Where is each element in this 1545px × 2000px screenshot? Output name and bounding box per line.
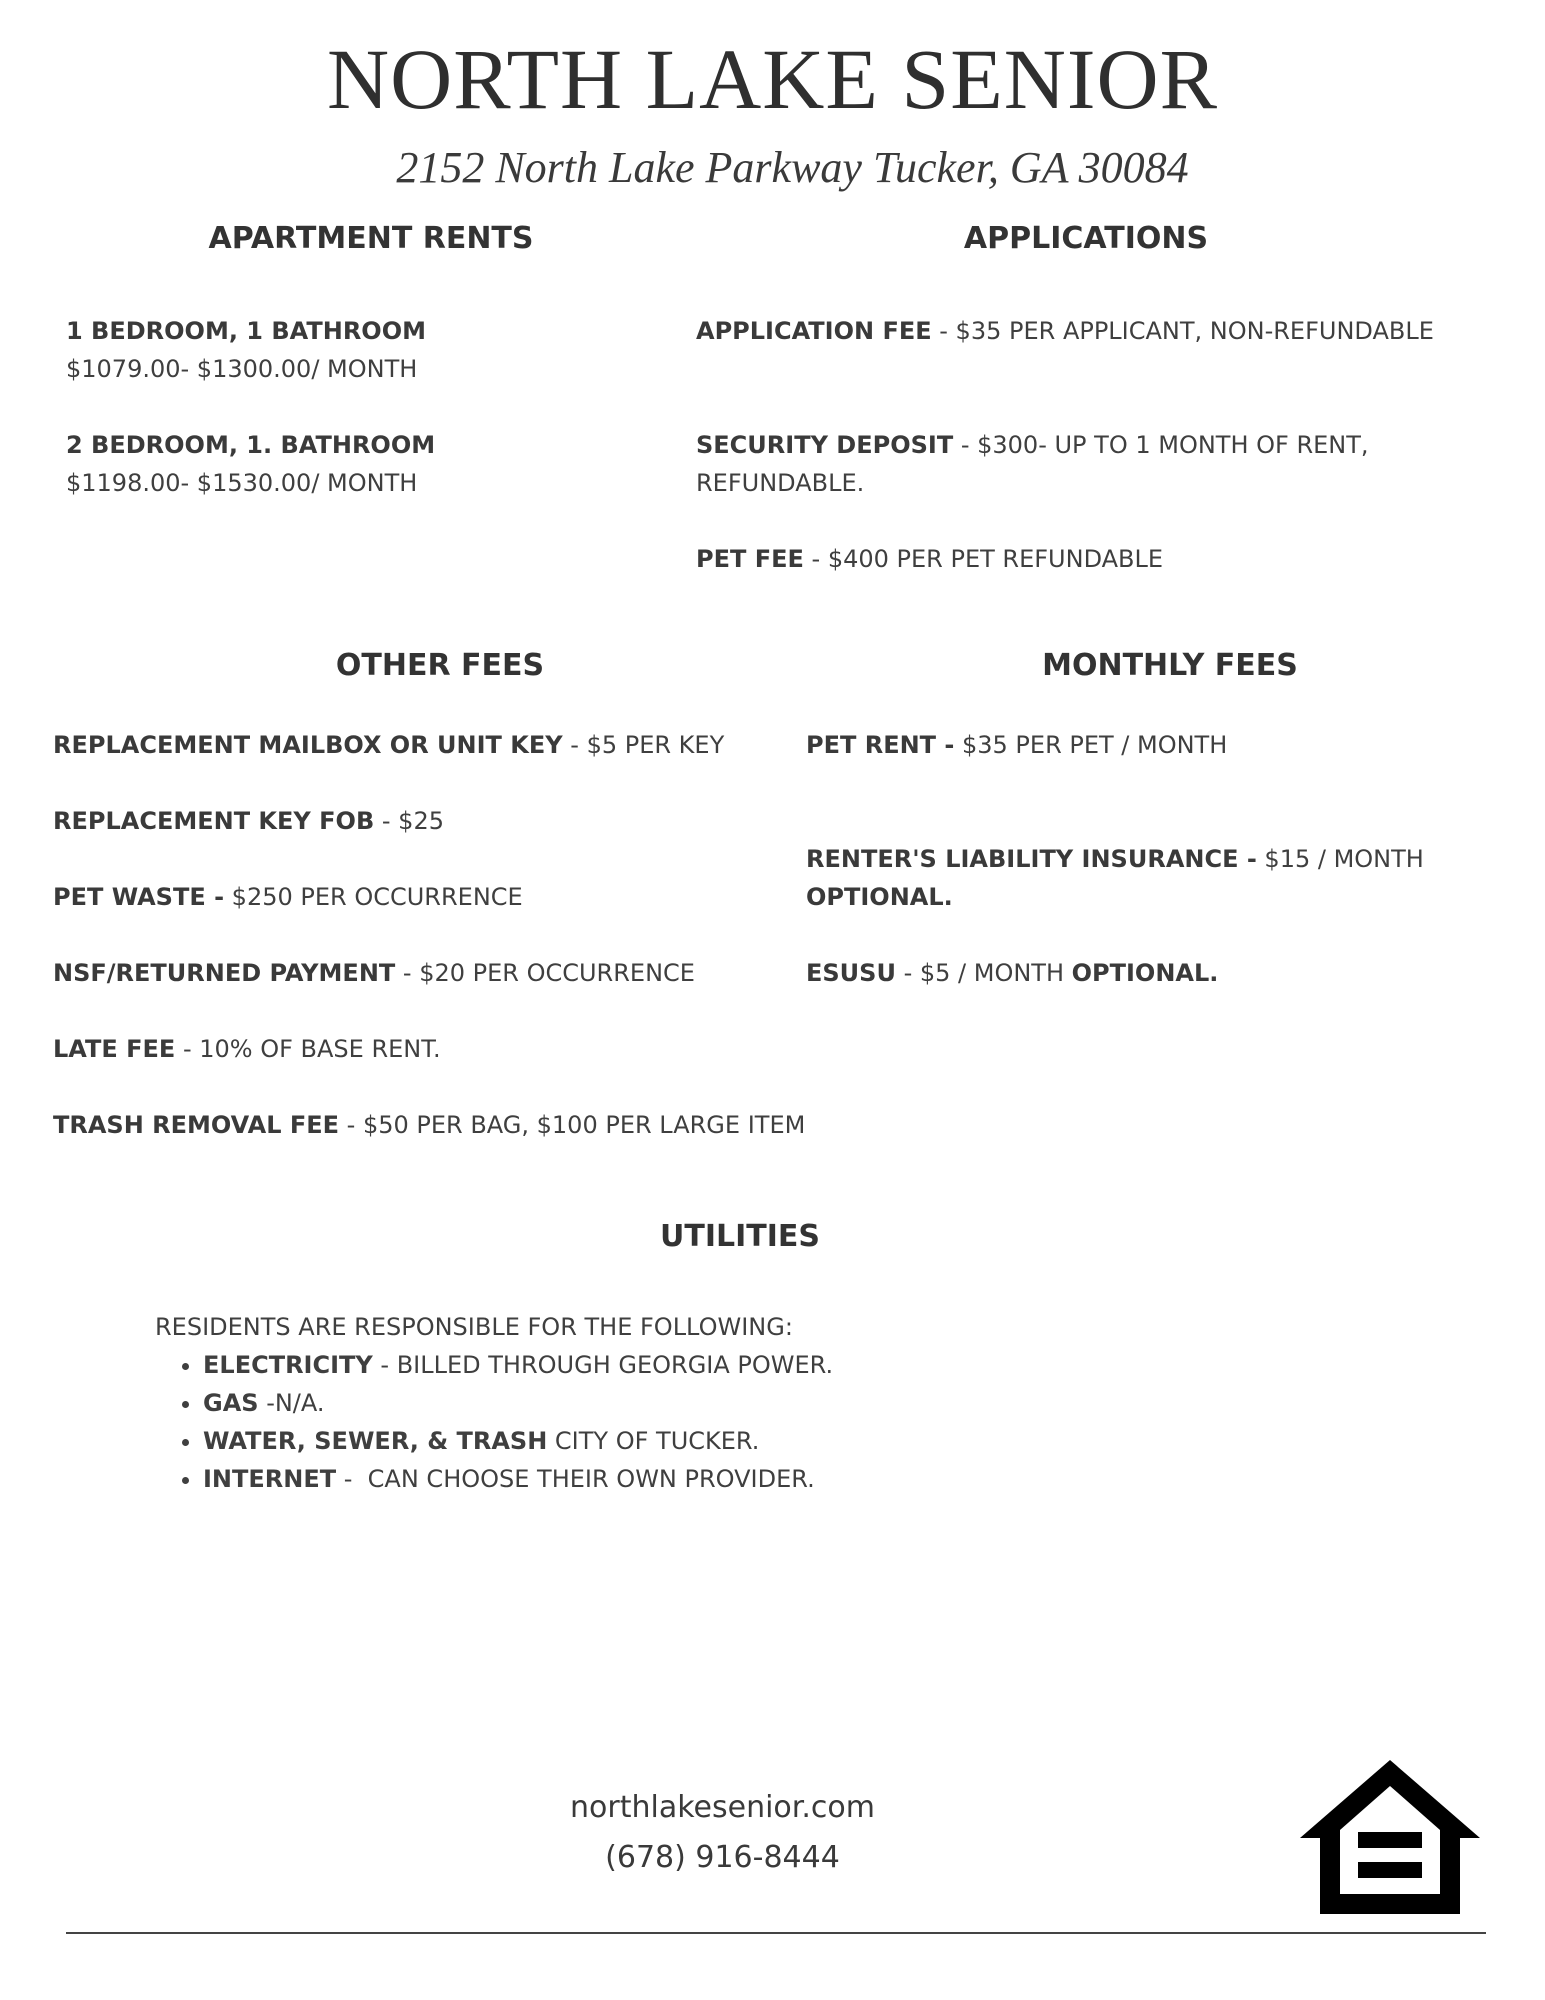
utility-text: - BILLED THROUGH GEORGIA POWER. (372, 1351, 834, 1379)
fee-label: PET WASTE - (53, 883, 225, 911)
equal-housing-icon (1296, 1756, 1484, 1918)
utilities-intro: RESIDENTS ARE RESPONSIBLE FOR THE FOLLOWING: (155, 1313, 793, 1341)
list-item (203, 1346, 833, 1384)
list-item (696, 426, 1434, 464)
optional-label: OPTIONAL. (1071, 959, 1219, 987)
list-item (806, 840, 1424, 878)
phone-number: (678) 916-8444 (605, 1840, 840, 1875)
monthly-fees-heading: MONTHLY FEES (1042, 648, 1298, 683)
fee-label: ESUSU (806, 959, 896, 987)
fee-text: - $400 PER PET REFUNDABLE (803, 545, 1164, 573)
list-item (203, 1384, 833, 1422)
fee-text: $15 / MONTH (1256, 845, 1424, 873)
website-link[interactable]: northlakesenior.com (570, 1790, 875, 1825)
applications-heading: APPLICATIONS (963, 221, 1209, 256)
utility-label: INTERNET (203, 1465, 337, 1493)
fee-text: - $20 PER OCCURRENCE (395, 959, 695, 987)
list-item (53, 878, 805, 916)
fee-label: APPLICATION FEE (696, 317, 932, 345)
fee-text: - $5 / MONTH (895, 959, 1072, 987)
utility-text: - CAN CHOOSE THEIR OWN PROVIDER. (336, 1465, 815, 1493)
utilities-heading: UTILITIES (660, 1219, 820, 1254)
page-title: NORTH LAKE SENIOR (327, 31, 1218, 127)
list-item (696, 540, 1434, 578)
fee-text: $250 PER OCCURRENCE (224, 883, 523, 911)
utility-text: CITY OF TUCKER. (547, 1427, 760, 1455)
list-item (696, 312, 1434, 350)
utility-text: -N/A. (258, 1389, 325, 1417)
fee-label: PET RENT - (806, 731, 955, 759)
list-item (66, 312, 435, 350)
list-item (806, 954, 1424, 992)
utility-label: GAS (203, 1389, 259, 1417)
fee-label: NSF/RETURNED PAYMENT (53, 959, 396, 987)
list-item (53, 802, 805, 840)
fee-label: LATE FEE (53, 1035, 176, 1063)
fee-text: - $35 PER APPLICANT, NON-REFUNDABLE (931, 317, 1434, 345)
fee-text: - $300- UP TO 1 MONTH OF RENT, (953, 431, 1369, 459)
fee-text: - $50 PER BAG, $100 PER LARGE ITEM (339, 1111, 806, 1139)
list-item (806, 878, 1424, 916)
applications-section (696, 312, 1434, 578)
list-item (53, 1106, 805, 1144)
fee-text: $35 PER PET / MONTH (954, 731, 1228, 759)
list-item (53, 1030, 805, 1068)
utility-label: WATER, SEWER, & TRASH (203, 1427, 548, 1455)
utilities-list (155, 1346, 833, 1498)
unit-price: $1198.00- $1530.00/ MONTH (66, 469, 418, 497)
fee-text-continued: REFUNDABLE. (696, 469, 865, 497)
unit-type: 2 BEDROOM, 1. BATHROOM (66, 431, 436, 459)
fee-text: - $25 (374, 807, 444, 835)
list-item (53, 726, 805, 764)
other-fees-heading: OTHER FEES (335, 648, 545, 683)
apartment-rents-heading: APARTMENT RENTS (208, 221, 534, 256)
apartment-rents-section (66, 312, 435, 502)
unit-price: $1079.00- $1300.00/ MONTH (66, 355, 418, 383)
list-item (53, 954, 805, 992)
fee-label: SECURITY DEPOSIT (696, 431, 954, 459)
address: 2152 North Lake Parkway Tucker, GA 30084 (396, 143, 1189, 192)
footer-divider (66, 1932, 1486, 1934)
optional-label: OPTIONAL. (806, 883, 953, 911)
fee-text: - $5 PER KEY (562, 731, 725, 759)
fee-label: REPLACEMENT MAILBOX OR UNIT KEY (53, 731, 563, 759)
other-fees-section (53, 726, 805, 1144)
list-item (203, 1460, 833, 1498)
list-item (203, 1422, 833, 1460)
unit-type: 1 BEDROOM, 1 BATHROOM (66, 317, 426, 345)
list-item (66, 426, 435, 464)
utilities-section (155, 1308, 833, 1498)
monthly-fees-section (806, 726, 1424, 992)
utility-label: ELECTRICITY (203, 1351, 373, 1379)
fee-text: - 10% OF BASE RENT. (175, 1035, 441, 1063)
fee-label: PET FEE (696, 545, 804, 573)
fee-label: RENTER'S LIABILITY INSURANCE - (806, 845, 1257, 873)
list-item (806, 726, 1424, 764)
fee-label: TRASH REMOVAL FEE (53, 1111, 340, 1139)
fee-label: REPLACEMENT KEY FOB (53, 807, 375, 835)
